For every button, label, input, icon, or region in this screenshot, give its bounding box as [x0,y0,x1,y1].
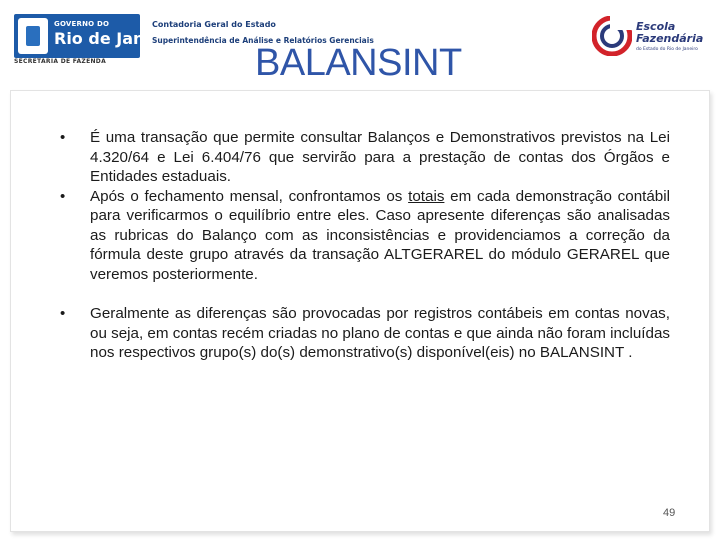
bullet-text: Geralmente as diferenças são provocadas por registros contábeis em contas novas, ou seja, em contas recém criadas no plano de contas e que ainda não foram incluídas nos respectivos grupo(s) do(s) demonstrativo(s) disponível(eis) no BALANSINT . [90,305,671,361]
escola-line-2: Fazendária [636,32,704,45]
bullet-text-underlined: totais [408,187,445,205]
government-logo-box [14,14,180,58]
gov-department: SECRETARIA DE FAZENDA [14,58,107,65]
bullet-dot: • [60,305,66,322]
gov-state-name: Rio de Janeiro [54,29,180,48]
coat-of-arms-icon [18,18,48,54]
header-line-2: Superintendência de Análise e Relatórios Gerenciais [152,36,374,45]
bullet-text-pre: Após o fechamento mensal, confrontamos os [90,187,409,205]
bullet-item [60,304,670,363]
bullet-dot: • [60,187,66,205]
escola-fazendaria-logo [592,14,710,58]
bullet-dot: • [60,129,66,146]
page-number: 49 [663,507,676,519]
bullet-list [60,128,670,363]
escola-line-1: Escola [636,20,676,33]
header-line-1: Contadoria Geral do Estado [152,20,276,29]
slide-title: BALANSINT [255,42,462,84]
gov-small-label: GOVERNO DO [54,20,110,28]
bullet-item [60,128,670,187]
escola-line-3: do Estado do Rio de Janeiro [636,47,698,52]
bullet-text: É uma transação que permite consultar Balanços e Demonstrativos previstos na Lei 4.320/64 e Lei 6.404/76 que servirão para a prestação de contas dos Órgãos e Entidades estaduais. [90,129,670,185]
government-logo [14,14,180,66]
bullet-item [60,187,670,285]
escola-swirl-icon [592,16,632,56]
bullet-text-post: em cada demonstração contábil para verificarmos o equilíbrio entre eles. Caso apresente diferenças são analisadas as rubricas do Balanço com as inconsistências e providenciamos a correção da fórmula deste grupo através da transação ALTGERAREL do módulo GERAREL que veremos posteriormente. [90,187,671,283]
